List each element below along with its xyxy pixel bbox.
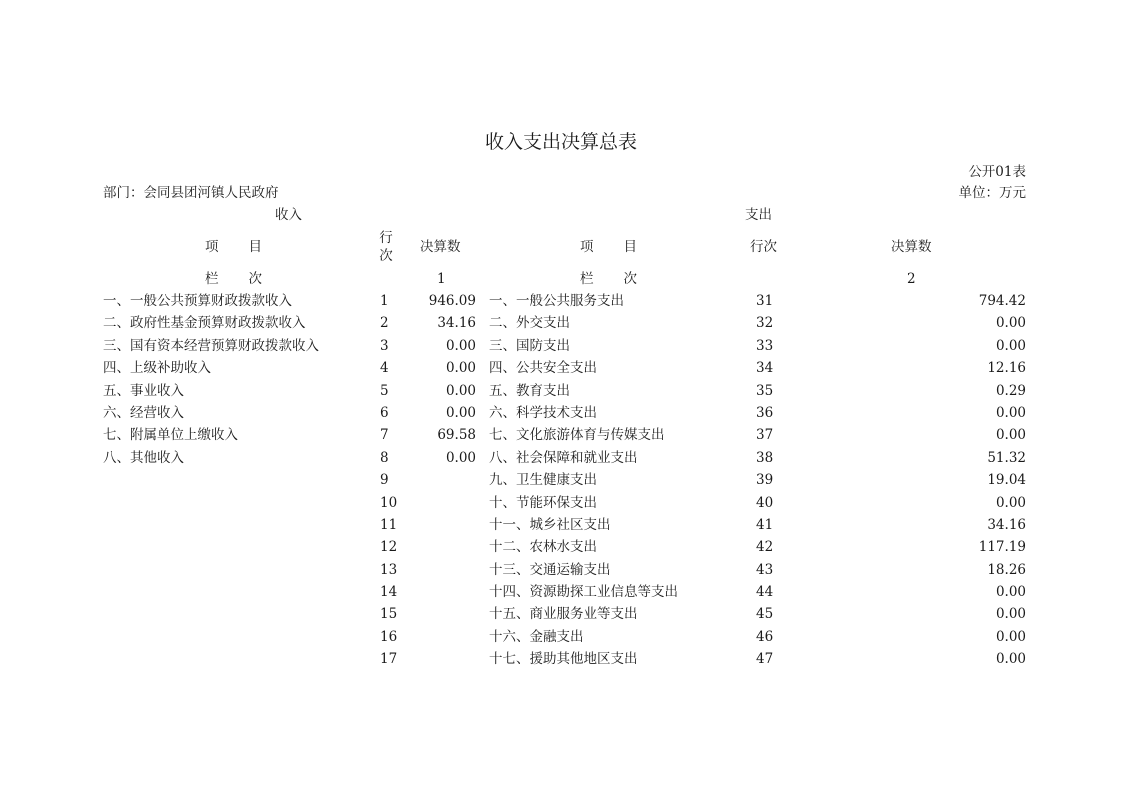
expense-amount: 18.26 bbox=[987, 561, 1026, 578]
expense-item-name: 九、卫生健康支出 bbox=[489, 472, 597, 489]
expense-row-number: 31 bbox=[756, 293, 774, 309]
expense-amount: 0.00 bbox=[995, 315, 1026, 332]
income-row-number: 17 bbox=[380, 651, 398, 668]
income-row-number: 12 bbox=[380, 539, 398, 556]
department-label: 部门：会同县团河镇人民政府 bbox=[103, 185, 279, 201]
income-item-name: 三、国有资本经营预算财政拨款收入 bbox=[103, 337, 319, 354]
income-amount: 0.00 bbox=[445, 382, 476, 399]
income-amount-header: 决算数 bbox=[420, 239, 461, 255]
expense-column-index-label: 栏 次 bbox=[580, 271, 637, 287]
expense-amount: 0.00 bbox=[995, 628, 1026, 645]
table-row bbox=[0, 562, 1122, 584]
table-row bbox=[0, 651, 1122, 673]
expense-amount: 0.00 bbox=[995, 337, 1026, 354]
expense-amount: 51.32 bbox=[987, 449, 1026, 466]
expense-row-number: 46 bbox=[756, 628, 774, 645]
income-row-number: 11 bbox=[380, 516, 398, 533]
expense-row-number: 32 bbox=[756, 315, 774, 332]
income-row-number: 15 bbox=[380, 606, 398, 623]
income-amount: 69.58 bbox=[437, 427, 476, 444]
expense-row-number: 35 bbox=[756, 382, 774, 399]
unit-label: 单位：万元 bbox=[958, 185, 1026, 201]
expense-amount: 34.16 bbox=[987, 516, 1026, 533]
income-seq-header: 行次 bbox=[379, 230, 393, 264]
expense-amount-header: 决算数 bbox=[891, 239, 932, 255]
income-item-name: 四、上级补助收入 bbox=[103, 360, 211, 377]
income-item-name: 一、一般公共预算财政拨款收入 bbox=[103, 293, 292, 309]
expense-row-number: 40 bbox=[756, 494, 774, 511]
table-row bbox=[0, 293, 1122, 315]
expense-row-number: 42 bbox=[756, 539, 774, 556]
expense-row-number: 33 bbox=[756, 337, 774, 354]
expense-row-number: 34 bbox=[756, 360, 774, 377]
form-code: 公开01表 bbox=[968, 164, 1026, 180]
expense-amount: 794.42 bbox=[978, 293, 1026, 309]
expense-row-number: 37 bbox=[756, 427, 774, 444]
income-amount: 0.00 bbox=[445, 337, 476, 354]
expense-row-number: 36 bbox=[756, 404, 774, 421]
expense-item-name: 二、外交支出 bbox=[489, 315, 570, 332]
income-item-name: 六、经营收入 bbox=[103, 404, 184, 421]
income-item-name: 五、事业收入 bbox=[103, 382, 184, 399]
income-item-name: 八、其他收入 bbox=[103, 449, 184, 466]
expense-item-name: 十五、商业服务业等支出 bbox=[489, 606, 638, 623]
expense-amount: 0.00 bbox=[995, 404, 1026, 421]
income-item-name: 七、附属单位上缴收入 bbox=[103, 427, 238, 444]
expense-item-name: 六、科学技术支出 bbox=[489, 404, 597, 421]
page-title: 收入支出决算总表 bbox=[484, 131, 637, 153]
expense-item-name: 十、节能环保支出 bbox=[489, 494, 597, 511]
income-row-number: 4 bbox=[380, 360, 389, 377]
income-amount: 0.00 bbox=[445, 449, 476, 466]
expense-amount: 0.00 bbox=[995, 494, 1026, 511]
expense-seq-header: 行次 bbox=[750, 239, 777, 255]
income-row-number: 14 bbox=[380, 584, 398, 601]
table-row bbox=[0, 539, 1122, 561]
income-row-number: 16 bbox=[380, 628, 398, 645]
expense-amount: 0.29 bbox=[995, 382, 1026, 399]
budget-table-body bbox=[0, 293, 1122, 674]
table-row bbox=[0, 315, 1122, 337]
income-row-number: 7 bbox=[380, 427, 389, 444]
expense-row-number: 47 bbox=[756, 651, 774, 668]
income-row-number: 6 bbox=[380, 404, 389, 421]
income-section-header: 收入 bbox=[275, 207, 302, 223]
table-row bbox=[0, 427, 1122, 449]
table-row bbox=[0, 472, 1122, 494]
expense-item-name: 五、教育支出 bbox=[489, 382, 570, 399]
income-amount: 34.16 bbox=[437, 315, 476, 332]
table-row bbox=[0, 450, 1122, 472]
expense-row-number: 45 bbox=[756, 606, 774, 623]
expense-item-name: 十六、金融支出 bbox=[489, 628, 584, 645]
table-row bbox=[0, 405, 1122, 427]
expense-column-number: 2 bbox=[907, 271, 916, 287]
expense-row-number: 38 bbox=[756, 449, 774, 466]
expense-item-name: 十二、农林水支出 bbox=[489, 539, 597, 556]
expense-amount: 117.19 bbox=[978, 539, 1026, 556]
table-row bbox=[0, 338, 1122, 360]
expense-row-number: 41 bbox=[756, 516, 774, 533]
income-amount: 946.09 bbox=[428, 293, 476, 309]
expense-item-name: 十一、城乡社区支出 bbox=[489, 516, 611, 533]
expense-amount: 0.00 bbox=[995, 584, 1026, 601]
income-item-name: 二、政府性基金预算财政拨款收入 bbox=[103, 315, 306, 332]
income-row-number: 5 bbox=[380, 382, 389, 399]
expense-amount: 19.04 bbox=[987, 472, 1026, 489]
income-column-number: 1 bbox=[437, 271, 446, 287]
expense-item-name: 一、一般公共服务支出 bbox=[489, 293, 624, 309]
expense-amount: 0.00 bbox=[995, 606, 1026, 623]
income-column-index-label: 栏 次 bbox=[205, 271, 262, 287]
expense-amount: 0.00 bbox=[995, 427, 1026, 444]
expense-item-name: 十七、援助其他地区支出 bbox=[489, 651, 638, 668]
expense-amount: 12.16 bbox=[987, 360, 1026, 377]
expense-item-name: 八、社会保障和就业支出 bbox=[489, 449, 638, 466]
expense-section-header: 支出 bbox=[745, 207, 772, 223]
income-row-number: 8 bbox=[380, 449, 389, 466]
income-row-number: 10 bbox=[380, 494, 398, 511]
income-row-number: 13 bbox=[380, 561, 398, 578]
table-row bbox=[0, 517, 1122, 539]
expense-row-number: 43 bbox=[756, 561, 774, 578]
table-row bbox=[0, 495, 1122, 517]
table-row bbox=[0, 383, 1122, 405]
expense-item-name: 十三、交通运输支出 bbox=[489, 561, 611, 578]
table-row bbox=[0, 584, 1122, 606]
income-row-number: 2 bbox=[380, 315, 389, 332]
expense-item-name: 三、国防支出 bbox=[489, 337, 570, 354]
income-amount: 0.00 bbox=[445, 404, 476, 421]
expense-item-header: 项 目 bbox=[580, 239, 637, 255]
income-item-header: 项 目 bbox=[205, 239, 262, 255]
table-row bbox=[0, 360, 1122, 382]
expense-item-name: 十四、资源勘探工业信息等支出 bbox=[489, 584, 678, 601]
income-row-number: 1 bbox=[380, 293, 389, 309]
table-row bbox=[0, 629, 1122, 651]
table-row bbox=[0, 606, 1122, 628]
income-row-number: 3 bbox=[380, 337, 389, 354]
expense-item-name: 四、公共安全支出 bbox=[489, 360, 597, 377]
expense-item-name: 七、文化旅游体育与传媒支出 bbox=[489, 427, 665, 444]
expense-row-number: 39 bbox=[756, 472, 774, 489]
income-amount: 0.00 bbox=[445, 360, 476, 377]
expense-row-number: 44 bbox=[756, 584, 774, 601]
income-row-number: 9 bbox=[380, 472, 389, 489]
expense-amount: 0.00 bbox=[995, 651, 1026, 668]
